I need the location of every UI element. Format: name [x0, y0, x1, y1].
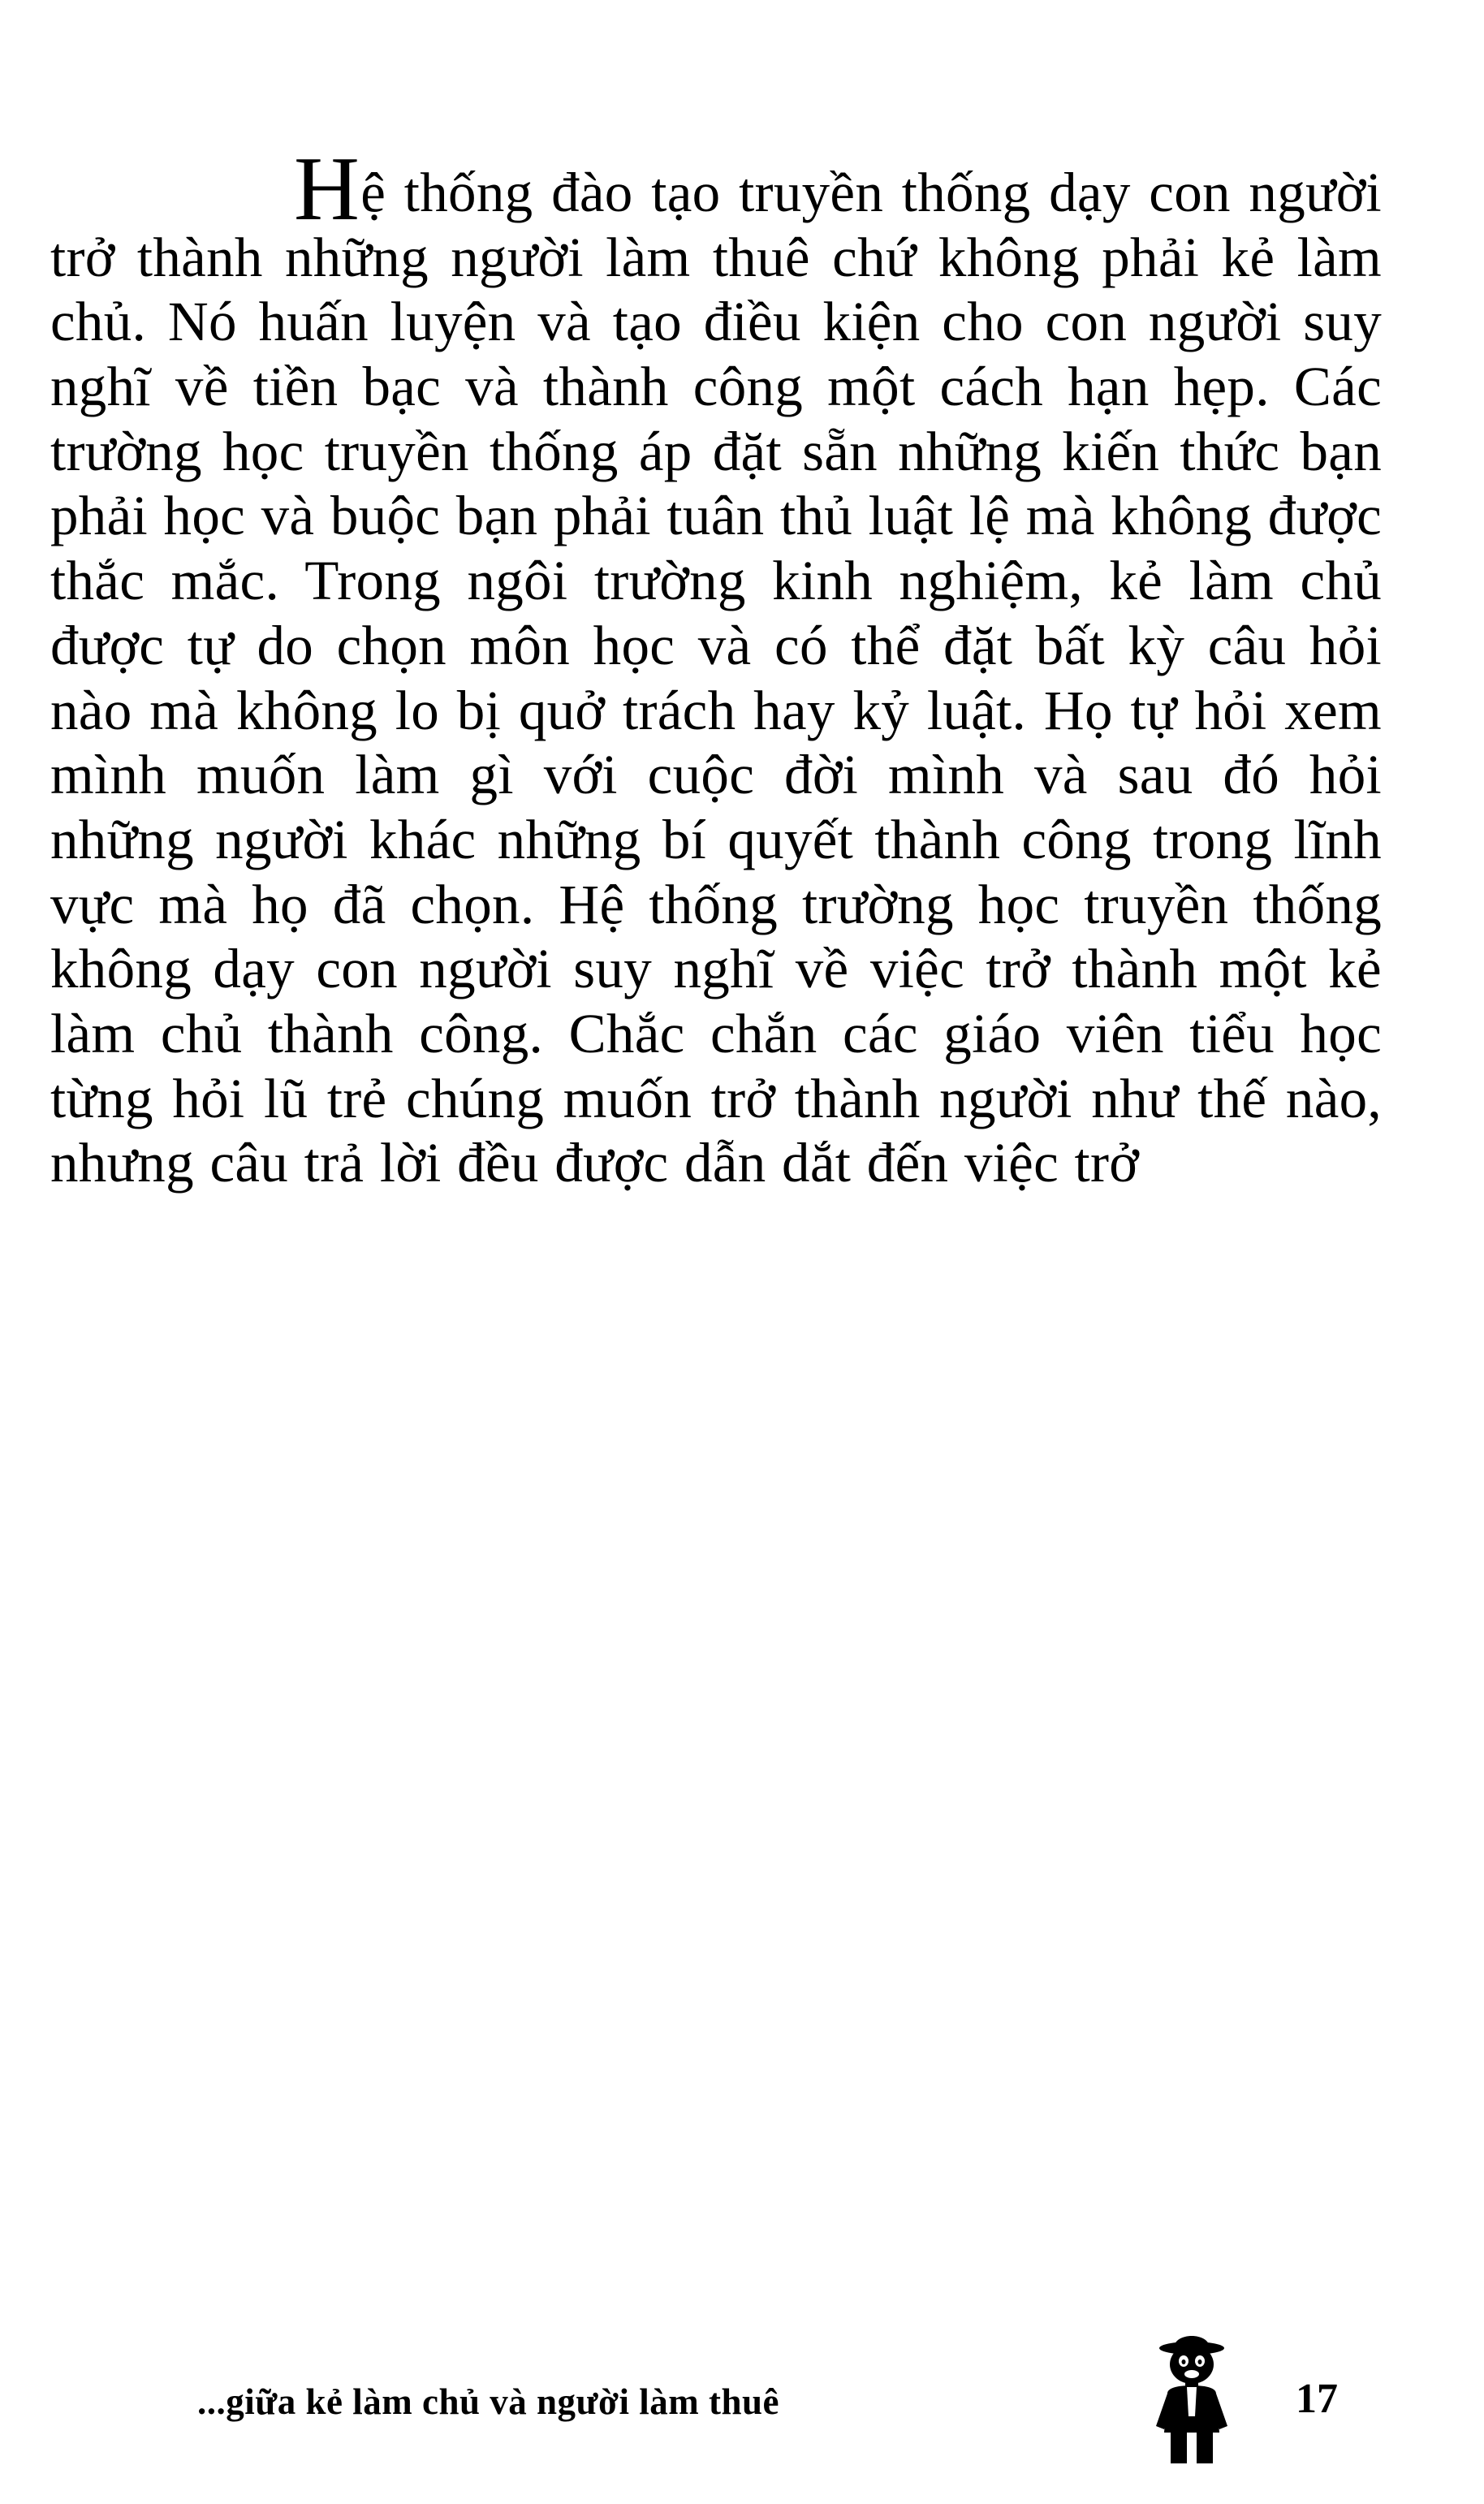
body-paragraph [50, 139, 1382, 1196]
cartoon-man-icon [1135, 2319, 1249, 2465]
page-body-text [50, 139, 1382, 1196]
page-footer [0, 2335, 1484, 2465]
footer-caption: ...giữa kẻ làm chủ và người làm thuê [197, 2381, 779, 2422]
drop-cap-letter: H [294, 139, 360, 240]
body-paragraph-text: ệ thống đào tạo truyền thống dạy con người trở thành những người làm thuê chứ không phải kẻ làm chủ. Nó huấn luyện và tạo điều kiện cho con người suy nghĩ về tiền bạc và thành công một cách hạn hẹp. Các trường học truyền thống áp đặt sẵn những kiến thức bạn phải học và buộc bạn phải tuân thủ luật lệ mà không được thắc mắc. Trong ngôi trường kinh nghiệm, kẻ làm chủ được tự do chọn môn học và có thể đặt bất kỳ câu hỏi nào mà không lo bị quở trách hay kỷ luật. Họ tự hỏi xem mình muốn làm gì với cuộc đời mình và sau đó hỏi những người khác những bí quyết thành công trong lĩnh vực mà họ đã chọn. Hệ thống trường học truyền thống không dạy con người suy nghĩ về việc trở thành một kẻ làm chủ thành công. Chắc chắn các giáo viên tiểu học từng hỏi lũ trẻ chúng muốn trở thành người như thế nào, nhưng câu trả lời đều được dẫn dắt đến việc trở [50, 162, 1382, 1194]
page-number: 17 [1296, 2376, 1338, 2422]
